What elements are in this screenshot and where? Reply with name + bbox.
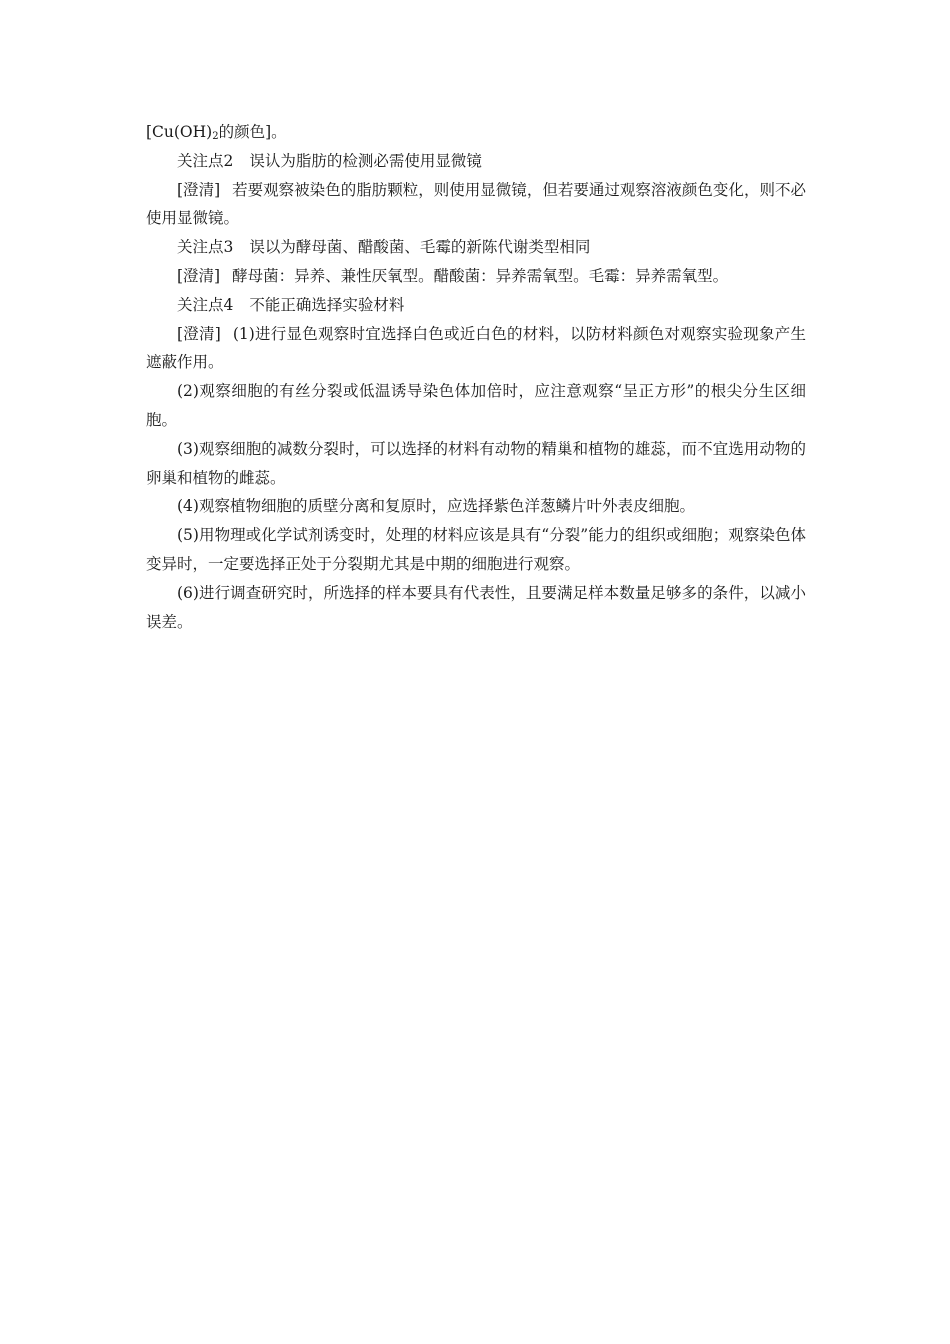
formula-suffix: 的颜色]。 — [218, 123, 287, 141]
focus-point-4 — [146, 291, 806, 320]
list-item-3: (3)观察细胞的减数分裂时，可以选择的材料有动物的精巢和植物的雄蕊，而不宜选用动物的卵巢和植物的雌蕊。 — [146, 439, 806, 487]
clarification-3-label: [澄清] — [177, 266, 221, 285]
focus-point-2-label: 关注点2 — [177, 151, 234, 170]
list-item-4: (4)观察植物细胞的质壁分离和复原时，应选择紫色洋葱鳞片叶外表皮细胞。 — [177, 497, 695, 516]
clarification-3-text: 酵母菌：异养、兼性厌氧型。醋酸菌：异养需氧型。毛霉：异养需氧型。 — [232, 266, 729, 285]
focus-point-3-text: 误以为酵母菌、醋酸菌、毛霉的新陈代谢类型相同 — [249, 238, 591, 257]
document-body — [146, 118, 806, 636]
formula-subscript: 2 — [212, 131, 219, 142]
list-item-5: (5)用物理或化学试剂诱变时，处理的材料应该是具有“分裂”能力的组织或细胞；观察染色体变异时，一定要选择正处于分裂期尤其是中期的细胞进行观察。 — [146, 526, 806, 573]
focus-point-4-label: 关注点4 — [177, 295, 234, 314]
clarification-2-text: 若要观察被染色的脂肪颗粒，则使用显微镜，但若要通过观察溶液颜色变化，则不必使用显微镜。 — [146, 180, 806, 228]
formula-line — [146, 118, 806, 147]
clarification-2 — [146, 176, 806, 234]
focus-point-2-text: 误认为脂肪的检测必需使用显微镜 — [249, 151, 482, 170]
clarification-4-item-1: (1)进行显色观察时宜选择白色或近白色的材料，以防材料颜色对观察实验现象产生遮蔽作用。 — [146, 324, 806, 372]
focus-point-2 — [146, 147, 806, 176]
list-item-6: (6)进行调查研究时，所选择的样本要具有代表性，且要满足样本数量足够多的条件，以减小误差。 — [146, 583, 806, 631]
list-item-2: (2)观察细胞的有丝分裂或低温诱导染色体加倍时，应注意观察“呈正方形”的根尖分生区细胞。 — [146, 382, 806, 429]
focus-point-4-text: 不能正确选择实验材料 — [249, 295, 405, 314]
focus-point-3-label: 关注点3 — [177, 238, 234, 257]
formula-prefix: [Cu(OH) — [146, 123, 213, 141]
clarification-2-label: [澄清] — [177, 180, 221, 199]
clarification-4-label: [澄清] — [177, 324, 221, 343]
clarification-4 — [146, 320, 806, 378]
clarification-3 — [146, 262, 806, 291]
focus-point-3 — [146, 233, 806, 262]
